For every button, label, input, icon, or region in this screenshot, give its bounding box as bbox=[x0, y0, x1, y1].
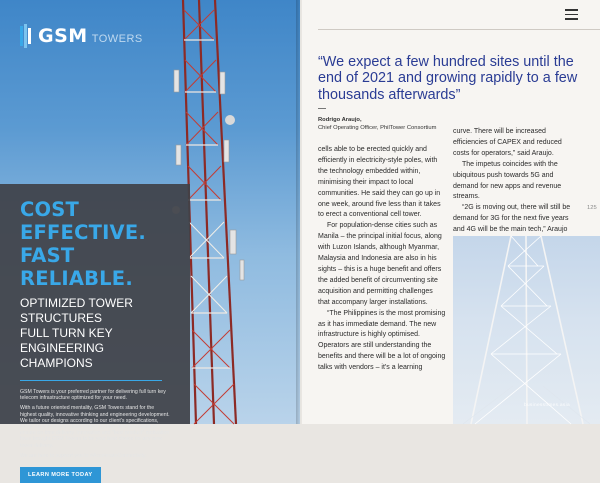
subheadline-line-2: FULL TURN KEY bbox=[20, 326, 113, 340]
subheadline-line-3: ENGINEERING CHAMPIONS bbox=[20, 341, 105, 370]
author-role: Chief Operating Officer, PhilTower Consortium bbox=[318, 125, 437, 131]
pull-quote: “We expect a few hundred sites until the end of 2021 and growing rapidly to a few thousands afterwards” bbox=[318, 54, 578, 103]
tower-photo-small bbox=[453, 236, 600, 424]
advert-headline bbox=[20, 198, 178, 290]
header-divider bbox=[318, 29, 600, 30]
paragraph: “2G is moving out, there will still be demand for 3G for the next five years and 4G will be the main tech,” Araujo bbox=[453, 204, 571, 234]
advert-panel bbox=[0, 184, 190, 479]
logo-subtext: TOWERS bbox=[91, 33, 143, 45]
paragraph: cells able to be erected quickly and efficiently in electricity-style poles, with the technology embedded within, minimising their impact to local communities. He said they can go up in one week, around five less than it takes to erect a conventional cell tower. bbox=[318, 146, 441, 219]
headline-line-1: COST EFFECTIVE. bbox=[20, 198, 146, 244]
advert-subheadline bbox=[20, 296, 178, 371]
hamburger-menu-icon[interactable] bbox=[565, 9, 578, 20]
author-name: Rodrigo Araujo, bbox=[318, 117, 362, 123]
paragraph: “The Philippines is the most promising as it has immediate demand. The new infrastructure is highly optimised. Operators are still understanding the benefits and there will be a lot of ongoing talks with vendors – it's a learning bbox=[318, 309, 446, 372]
advert-body-1: GSM Towers is your preferred partner for delivering full turn key telecom infrastructure optimized for your need. bbox=[20, 389, 166, 402]
paragraph: curve. There will be increased efficiencies of CAPEX and reduced costs for operators,” said Araujo. bbox=[453, 128, 562, 157]
article-column-2 bbox=[453, 127, 577, 236]
article-column-1 bbox=[318, 145, 446, 374]
learn-more-button[interactable]: LEARN MORE TODAY bbox=[20, 467, 101, 483]
subheadline-line-1: OPTIMIZED TOWER STRUCTURES bbox=[20, 296, 133, 325]
paragraph: For population-dense cities such as Manila – the principal initial focus, along with Luzon Islands, although Myanmar, Malaysia and Indonesia are also in his sights – this is a huge benefit and offers the added benefit of circumventing site acquisition and permitting challenges that accompany larger installations. bbox=[318, 222, 442, 306]
advert-body-2: With a future oriented mentality, GSM Towers stand for the highest quality, innovative thinking and engineering development. We tailor our designs according to our client's specifications, follow up with best in class control system and processes to ensure on-time delivery. Innovation and "best product" motivation have brought GSM Towers to be your best choice for any new tower delivery. bbox=[20, 405, 170, 449]
gsm-logo bbox=[20, 24, 143, 48]
paragraph: The impetus coincides with the ubiquitous push towards 5G and demand for new apps and revenue streams. bbox=[453, 160, 562, 201]
logo-text: GSM bbox=[38, 25, 88, 47]
page-number: 125 bbox=[587, 205, 597, 211]
quote-dash bbox=[318, 108, 326, 109]
photo-caption: businesstimes.asia bbox=[524, 403, 570, 408]
headline-line-2: FAST RELIABLE. bbox=[20, 244, 133, 290]
article-page bbox=[302, 0, 600, 424]
lattice-tower-icon bbox=[453, 236, 600, 424]
logo-mark-icon bbox=[20, 24, 34, 48]
advert-page bbox=[0, 0, 300, 479]
advert-body-3: We are here to support you to #AccelerateConnectivity. bbox=[20, 452, 147, 459]
advert-divider bbox=[20, 380, 162, 381]
